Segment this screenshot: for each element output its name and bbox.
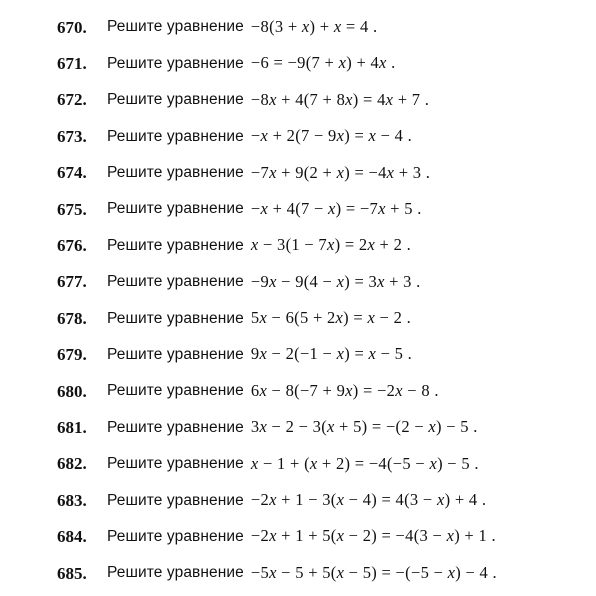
problem-number: 677. [57,272,87,292]
problem-item [57,45,497,81]
problem-equation: −2x + 1 − 3(x − 4) = 4(3 − x) + 4 . [250,490,487,510]
problem-number: 679. [57,345,87,365]
problem-item [57,82,497,118]
problem-equation: −x + 4(7 − x) = −7x + 5 . [250,198,422,218]
problem-number: 675. [57,199,87,219]
problem-equation: 9x − 2(−1 − x) = x − 5 . [250,344,413,364]
problem-equation: x − 1 + (x + 2) = −4(−5 − x) − 5 . [250,453,479,473]
problem-equation: −7x + 9(2 + x) = −4x + 3 . [250,162,431,182]
problem-number: 673. [57,126,87,146]
problem-equation: −8x + 4(7 + 8x) = 4x + 7 . [250,89,430,109]
problem-instruction: Решите уравнение [107,309,244,327]
problem-equation: −x + 2(7 − 9x) = x − 4 . [250,126,413,146]
problem-number: 671. [57,54,87,74]
problem-instruction: Решите уравнение [107,418,244,436]
problem-number: 678. [57,308,87,328]
problem-instruction: Решите уравнение [107,164,244,181]
problem-item [57,227,497,263]
problem-number: 681. [57,417,87,437]
problem-instruction: Решите уравнение [107,236,244,254]
problem-list [57,9,497,591]
problem-instruction: Решите уравнение [107,382,244,400]
problem-item [57,409,497,445]
problem-instruction: Решите уравнение [107,491,244,509]
problem-number: 670. [57,17,87,37]
problem-number: 682. [57,454,87,474]
problem-instruction: Решите уравнение [107,564,244,582]
problem-equation: x − 3(1 − 7x) = 2x + 2 . [250,235,411,255]
problem-number: 676. [57,236,87,256]
problem-instruction: Решите уравнение [107,18,244,36]
problem-instruction: Решите уравнение [107,273,244,291]
problem-item [57,518,497,554]
problem-instruction: Решите уравнение [107,200,244,218]
problem-instruction: Решите уравнение [107,127,244,145]
problem-item [57,337,497,373]
problem-number: 684. [57,527,87,547]
problem-instruction: Решите уравнение [107,527,244,545]
problem-item [57,300,497,336]
problem-instruction: Решите уравнение [107,54,244,72]
problem-equation: −5x − 5 + 5(x − 5) = −(−5 − x) − 4 . [250,562,497,582]
problem-item [57,446,497,482]
problem-equation: −8(3 + x) + x = 4 . [250,16,378,36]
problem-item [57,9,497,45]
problem-item [57,264,497,300]
problem-equation: −6 = −9(7 + x) + 4x . [250,53,396,73]
problem-number: 674. [57,163,87,183]
problem-equation: −2x + 1 + 5(x − 2) = −4(3 − x) + 1 . [250,526,496,546]
problem-item [57,155,497,191]
problem-equation: 6x − 8(−7 + 9x) = −2x − 8 . [250,380,439,400]
problem-equation: 3x − 2 − 3(x + 5) = −(2 − x) − 5 . [250,417,478,437]
problem-number: 685. [57,563,87,583]
problem-instruction: Решите уравнение [107,91,244,109]
problem-equation: 5x − 6(5 + 2x) = x − 2 . [250,308,411,328]
problem-item [57,482,497,518]
problem-number: 683. [57,490,87,510]
problem-equation: −9x − 9(4 − x) = 3x + 3 . [250,271,421,291]
problem-item [57,373,497,409]
problem-item [57,191,497,227]
problem-number: 680. [57,381,87,401]
problem-instruction: Решите уравнение [107,345,244,363]
problem-instruction: Решите уравнение [107,455,244,473]
problem-item [57,118,497,154]
problem-number: 672. [57,90,87,110]
problem-item [57,555,497,591]
